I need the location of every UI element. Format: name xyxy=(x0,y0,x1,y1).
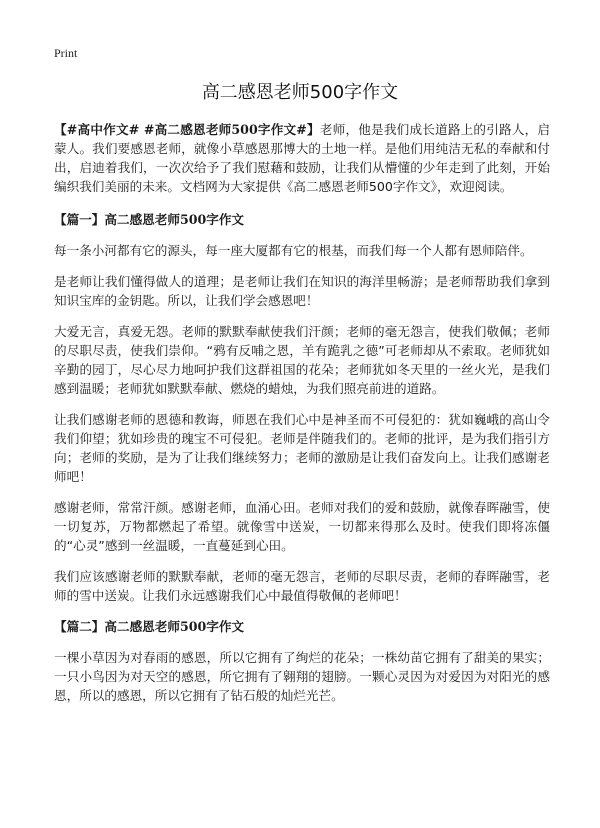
intro-paragraph xyxy=(54,120,550,196)
section-1-paragraph-3: 大爱无言，真爱无怨。老师的默默奉献使我们汗颜；老师的毫无怨言，使我们敬佩；老师的尽职尽责，使我们崇仰。“鸦有反哺之恩，羊有跪乳之德”可老师却从不索取。老师犹如辛勤的园丁，尽心尽力地呵护我们这群祖国的花朵；老师犹如冬天里的一丝火光，是我们感到温暖；老师犹如默默奉献、燃烧的蜡烛，为我们照亮前进的道路。 xyxy=(54,324,550,396)
section-1-paragraph-5: 感谢老师，常常汗颜。感谢老师，血涌心田。老师对我们的爱和鼓励，就像春晖融雪，使一切复苏，万物都燃起了希望。就像雪中送炭，一切都来得那么及时。使我们即将冻僵的“心灵”感到一丝温暖，一直蔓延到心田。 xyxy=(54,500,550,553)
print-link[interactable]: Print xyxy=(54,46,78,60)
intro-text: 老师，他是我们成长道路上的引路人，启蒙人。我们要感恩老师，就像小草感恩那博大的土地一样。是他们用纯洁无私的奉献和付出，启迪着我们，一次次给予了我们慰藉和鼓励，让我们从懵懂的少年走到了此刻，开始编织我们美丽的未来。文档网为大家提供《高二感恩老师500字作文》，欢迎阅读。 xyxy=(54,122,550,194)
section-1-paragraph-2: 是老师让我们懂得做人的道理；是老师让我们在知识的海洋里畅游；是老师帮助我们拿到知识宝库的金钥匙。所以，让我们学会感恩吧！ xyxy=(54,274,550,308)
section-heading-1: 【篇一】高二感恩老师500字作文 xyxy=(54,212,245,227)
article-tags: 【#高中作文# #高二感恩老师500字作文#】 xyxy=(54,122,320,137)
section-1-paragraph-1: 每一条小河都有它的源头，每一座大厦都有它的根基，而我们每一个人都有恩师陪伴。 xyxy=(54,243,533,258)
section-2-paragraph-1: 一棵小草因为对春雨的感恩，所以它拥有了绚烂的花朵；一株幼苗它拥有了甜美的果实；一只小鸟因为对天空的感恩，所它拥有了翱翔的翅膀。一颗心灵因为对爱因为对阳光的感恩，所以的感恩，所以它拥有了钻石般的灿烂光芒。 xyxy=(54,650,550,703)
section-1-paragraph-4: 让我们感谢老师的恩德和教诲，师恩在我们心中是神圣而不可侵犯的：犹如巍峨的高山令我们仰望；犹如珍贵的瑰宝不可侵犯。老师是伴随我们的。老师的批评，是为我们指引方向；老师的奖励，是为了让我们继续努力；老师的激励是让我们奋发向上。让我们感谢老师吧！ xyxy=(54,412,550,484)
section-1-paragraph-6: 我们应该感谢老师的默默奉献，老师的毫无怨言，老师的尽职尽责，老师的春晖融雪，老师的雪中送炭。让我们永远感谢我们心中最值得敬佩的老师吧！ xyxy=(54,569,550,603)
page-title: 高二感恩老师500字作文 xyxy=(201,82,399,103)
section-heading-2: 【篇二】高二感恩老师500字作文 xyxy=(54,619,245,634)
article-body xyxy=(54,120,550,717)
